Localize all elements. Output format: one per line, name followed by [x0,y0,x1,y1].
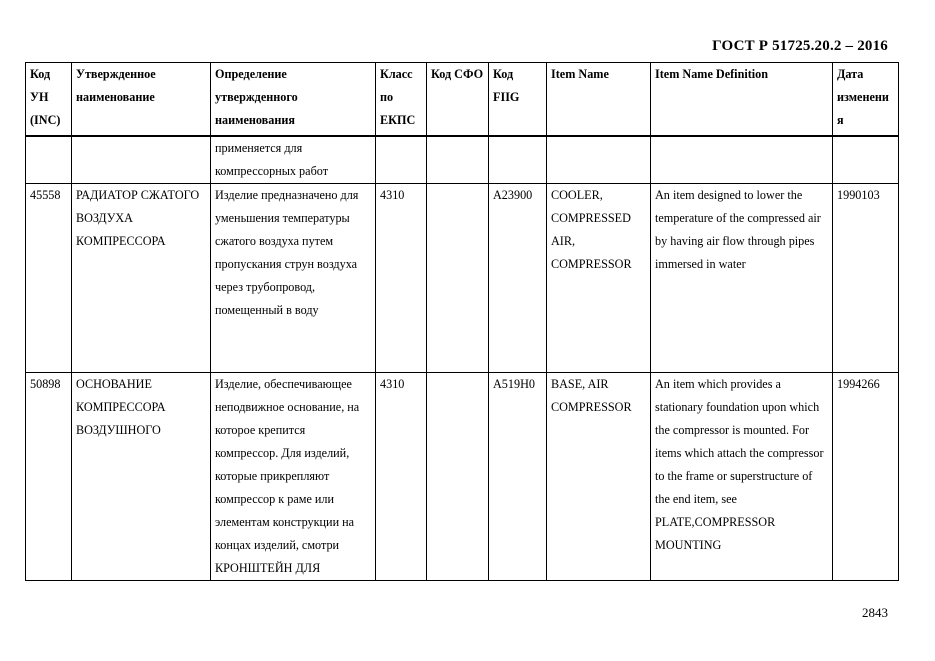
cell-item-name: COOLER, COMPRESSED AIR, COMPRESSOR [547,184,651,373]
cell-class [376,136,427,184]
cell-fiig [489,136,547,184]
cell-inc: 45558 [26,184,72,373]
cell-date [833,136,899,184]
col-header-item-definition: Item Name Definition [651,63,833,137]
cell-name: РАДИАТОР СЖАТОГО ВОЗДУХА КОМПРЕССОРА [72,184,211,373]
cell-item-definition [651,136,833,184]
cell-fiig: A519H0 [489,373,547,581]
cell-item-definition: An item designed to lower the temperature of the compressed air by having air flow through pipes immersed in water [651,184,833,373]
cell-fiig: A23900 [489,184,547,373]
col-header-class: Класс по ЕКПС [376,63,427,137]
cell-class: 4310 [376,373,427,581]
cell-date: 1990103 [833,184,899,373]
cell-sfo [427,184,489,373]
table-row [26,184,899,373]
cell-definition: применяется для компрессорных работ [211,136,376,184]
col-header-definition: Определение утвержденного наименования [211,63,376,137]
col-header-item-name: Item Name [547,63,651,137]
cell-definition: Изделие предназначено для уменьшения температуры сжатого воздуха путем пропускания струн воздуха через трубопровод, помещенный в воду [211,184,376,373]
col-header-fiig: Код FIIG [489,63,547,137]
cell-definition: Изделие, обеспечивающее неподвижное основание, на которое крепится компрессор. Для изделий, которые прикрепляют компрессор к раме или элементам конструкции на концах изделий, смотри КРОНШТЕЙН ДЛЯ [211,373,376,581]
col-header-date: Дата изменения [833,63,899,137]
cell-name: ОСНОВАНИЕ КОМПРЕССОРА ВОЗДУШНОГО [72,373,211,581]
cell-sfo [427,373,489,581]
cell-class: 4310 [376,184,427,373]
cell-item-name [547,136,651,184]
col-header-inc: Код УН (INC) [26,63,72,137]
cell-sfo [427,136,489,184]
page-number: 2843 [862,605,888,620]
catalog-table [25,62,899,581]
cell-item-definition: An item which provides a stationary foundation upon which the compressor is mounted. For items which attach the compressor to the frame or superstructure of the end item, see PLATE,COMPRESSOR MOUNTING [651,373,833,581]
col-header-name: Утвержденное наименование [72,63,211,137]
cell-inc: 50898 [26,373,72,581]
cell-item-name: BASE, AIR COMPRESSOR [547,373,651,581]
table-row [26,373,899,581]
col-header-sfo: Код СФО [427,63,489,137]
cell-name [72,136,211,184]
table-header-row [26,63,899,137]
standard-designation: ГОСТ Р 51725.20.2 – 2016 [712,38,888,54]
cell-inc [26,136,72,184]
cell-date: 1994266 [833,373,899,581]
table-row [26,136,899,184]
